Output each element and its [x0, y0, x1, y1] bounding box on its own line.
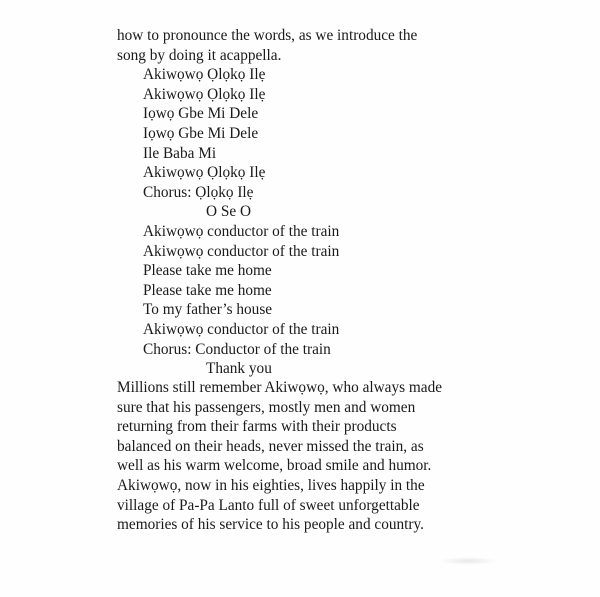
chorus-response: Thank you — [206, 360, 272, 378]
song-line: Akiwọwọ Ọlọkọ Ilẹ — [143, 85, 266, 103]
chorus-line: Chorus: Conductor of the train — [143, 340, 331, 358]
paragraph-line: balanced on their heads, never missed the train, as — [117, 437, 424, 455]
english-line: Please take me home — [143, 281, 272, 299]
intro-line: how to pronounce the words, as we introduce the — [117, 27, 418, 44]
paragraph-line: returning from their farms with their products — [117, 418, 397, 436]
english-line: To my father’s house — [143, 301, 273, 319]
paragraph-line: Millions still remember Akiwọwọ, who always made — [117, 379, 443, 396]
closing-paragraph — [117, 378, 537, 535]
paragraph-line: village of Pa-Pa Lanto full of sweet unforgettable — [117, 496, 420, 514]
song-section — [117, 26, 537, 379]
chorus-line: Chorus: Ọlọkọ Ilẹ — [143, 183, 254, 201]
song-line: Akiwọwọ Ọlọkọ Ilẹ — [143, 66, 266, 84]
english-line: Akiwọwọ conductor of the train — [143, 222, 340, 240]
english-line: Akiwọwọ conductor of the train — [143, 242, 340, 260]
song-line: Akiwọwọ Ọlọkọ Ilẹ — [143, 164, 266, 182]
song-line: Ile Baba Mi — [143, 144, 217, 162]
paragraph-line: sure that his passengers, mostly men and women — [117, 398, 416, 416]
paragraph-line: memories of his service to his people and country. — [117, 516, 424, 534]
intro-line: song by doing it acappella. — [117, 46, 282, 64]
scan-smudge — [438, 557, 498, 565]
paragraph-line: Akiwọwọ, now in his eighties, lives happily in the — [117, 476, 425, 494]
english-line: Akiwọwọ conductor of the train — [143, 320, 340, 338]
chorus-response: O Se O — [206, 203, 252, 221]
song-line: Iọwọ Gbe Mi Dele — [143, 124, 259, 142]
song-line: Iọwọ Gbe Mi Dele — [143, 105, 259, 123]
paragraph-line: well as his warm welcome, broad smile and humor. — [117, 457, 432, 475]
english-line: Please take me home — [143, 262, 272, 280]
